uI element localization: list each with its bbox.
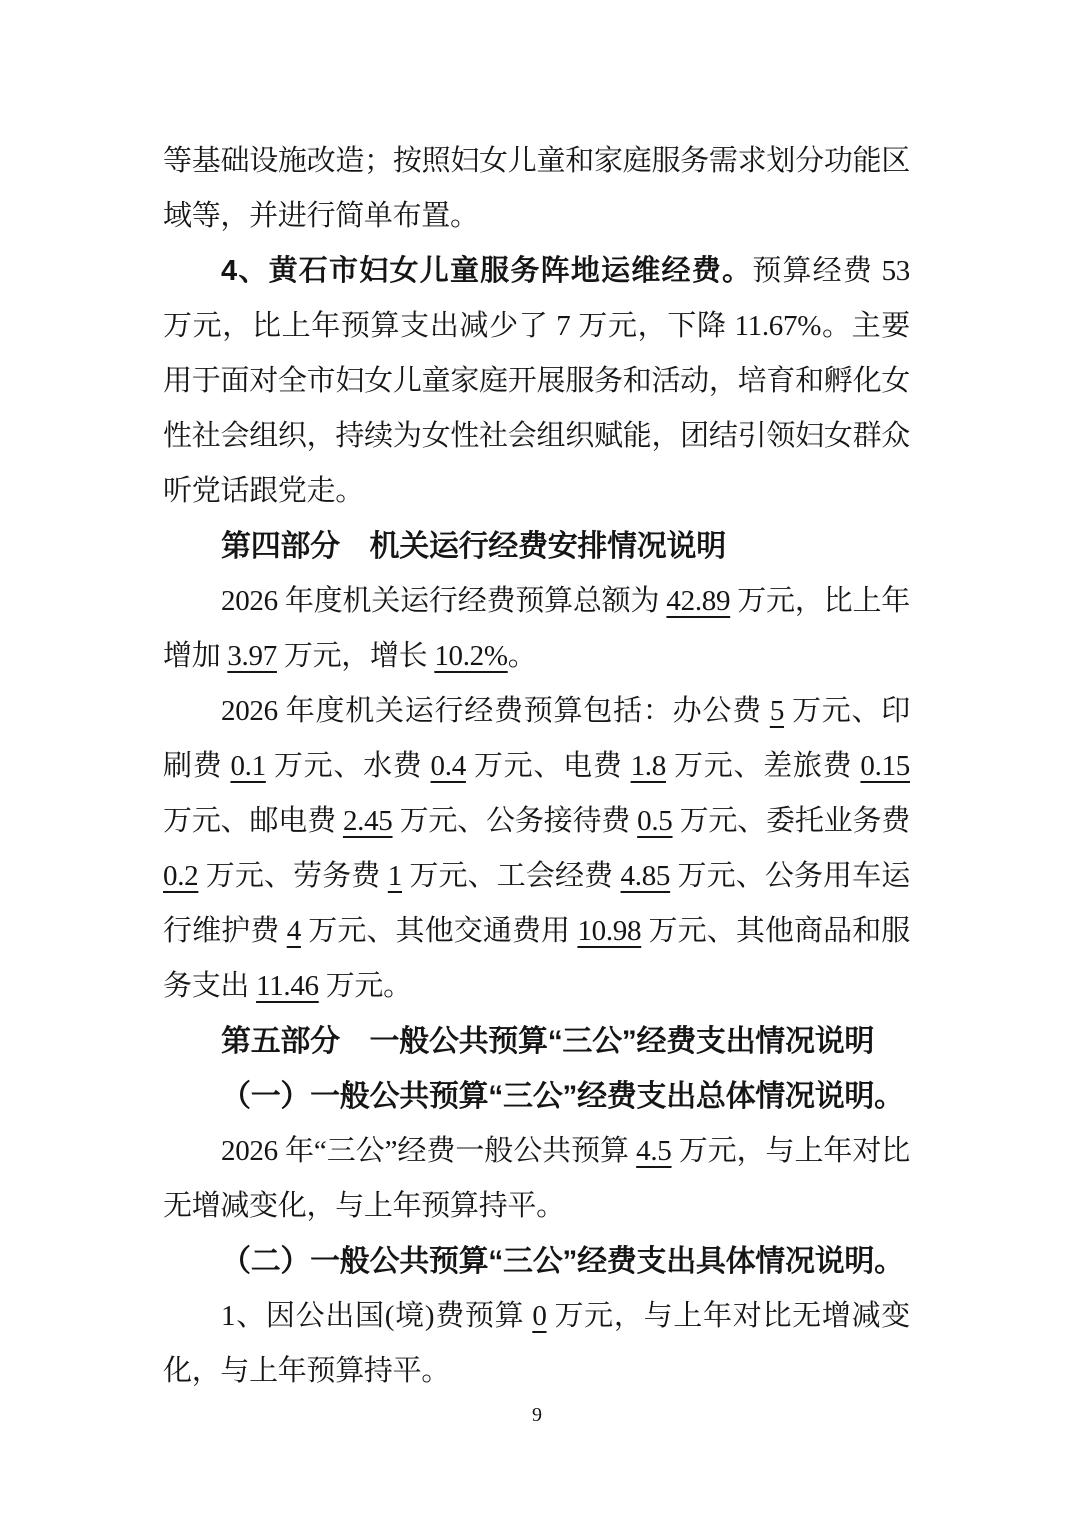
section-heading <box>163 1069 910 1124</box>
underlined-value: 4.5 <box>636 1135 672 1167</box>
section-heading <box>163 1234 910 1289</box>
paragraph <box>163 244 910 519</box>
text-run: 万元、电费 <box>465 750 631 782</box>
text-run: 1、因公出国(境)费预算 <box>221 1300 533 1332</box>
bold-text-run: 4、黄石市妇女儿童服务阵地运维经费。 <box>221 255 753 287</box>
text-run: 万元，与上年对比无增减变化，与上年预算持平。 <box>163 1300 910 1387</box>
paragraph <box>163 574 910 684</box>
text-run: 万元、差旅费 <box>665 750 861 782</box>
text-run: 万元。 <box>318 970 412 1002</box>
underlined-value: 42.89 <box>666 585 731 617</box>
text-run: 2026 年度机关运行经费预算总额为 <box>221 585 667 617</box>
underlined-value: 4.85 <box>620 860 671 892</box>
section-heading <box>163 1014 910 1069</box>
underlined-value: 5 <box>769 695 785 727</box>
underlined-value: 0.2 <box>163 860 199 892</box>
text-run: 万元、公务接待费 <box>392 805 638 837</box>
text-run: 预算经费 53 万元，比上年预算支出减少了 7 万元，下降 11.67%。主要用于面对全市妇女儿童家庭开展服务和活动，培育和孵化女性社会组织，持续为女性社会组织赋能，团结引领妇女群众听党话跟党走。 <box>163 255 911 507</box>
underlined-value: 1.8 <box>630 750 666 782</box>
text-run: 万元，比上年增加 <box>163 585 910 672</box>
text-run: 万元、劳务费 <box>198 860 388 892</box>
section-heading <box>163 519 910 574</box>
bold-text-run: 第四部分 机关运行经费安排情况说明 <box>221 530 726 563</box>
text-run: 万元，增长 <box>276 640 435 672</box>
paragraph <box>163 684 910 1014</box>
paragraph <box>163 134 910 244</box>
text-run: 万元、邮电费 <box>163 805 343 837</box>
text-run: 等基础设施改造；按照妇女儿童和家庭服务需求划分功能区域等，并进行简单布置。 <box>163 145 910 232</box>
underlined-value: 0.5 <box>637 805 673 837</box>
underlined-value: 0 <box>532 1300 547 1332</box>
underlined-value: 10.98 <box>577 915 642 947</box>
underlined-value: 0.1 <box>230 750 266 782</box>
text-run: 万元、水费 <box>265 750 431 782</box>
bold-text-run: （二）一般公共预算“三公”经费支出具体情况说明。 <box>221 1245 904 1278</box>
text-run: 2026 年度机关运行经费预算包括：办公费 <box>221 695 770 727</box>
text-run: 万元、委托业务费 <box>672 805 910 837</box>
underlined-value: 1 <box>387 860 402 892</box>
bold-text-run: 第五部分 一般公共预算“三公”经费支出情况说明 <box>221 1025 875 1058</box>
underlined-value: 0.4 <box>430 750 466 782</box>
text-run: 万元、工会经费 <box>402 860 621 892</box>
underlined-value: 4 <box>286 915 301 947</box>
underlined-value: 2.45 <box>342 805 393 837</box>
paragraph <box>163 1289 910 1399</box>
text-run: 万元、公务用车运行维护费 <box>163 860 910 947</box>
text-run: 万元、其他交通费用 <box>300 915 578 947</box>
document-body <box>163 134 910 1399</box>
underlined-value: 0.15 <box>860 750 910 782</box>
paragraph <box>163 1124 910 1234</box>
underlined-value: 11.46 <box>256 970 319 1002</box>
text-run: 。 <box>507 640 537 672</box>
bold-text-run: （一）一般公共预算“三公”经费支出总体情况说明。 <box>221 1080 904 1113</box>
underlined-value: 3.97 <box>227 640 277 672</box>
underlined-value: 10.2% <box>434 640 508 672</box>
text-run: 万元、印刷费 <box>163 695 910 782</box>
text-run: 万元，与上年对比无增减变化，与上年预算持平。 <box>163 1135 910 1222</box>
page-number: 9 <box>532 1404 542 1426</box>
text-run: 万元、其他商品和服务支出 <box>163 915 910 1002</box>
text-run: 2026 年“三公”经费一般公共预算 <box>221 1135 637 1167</box>
